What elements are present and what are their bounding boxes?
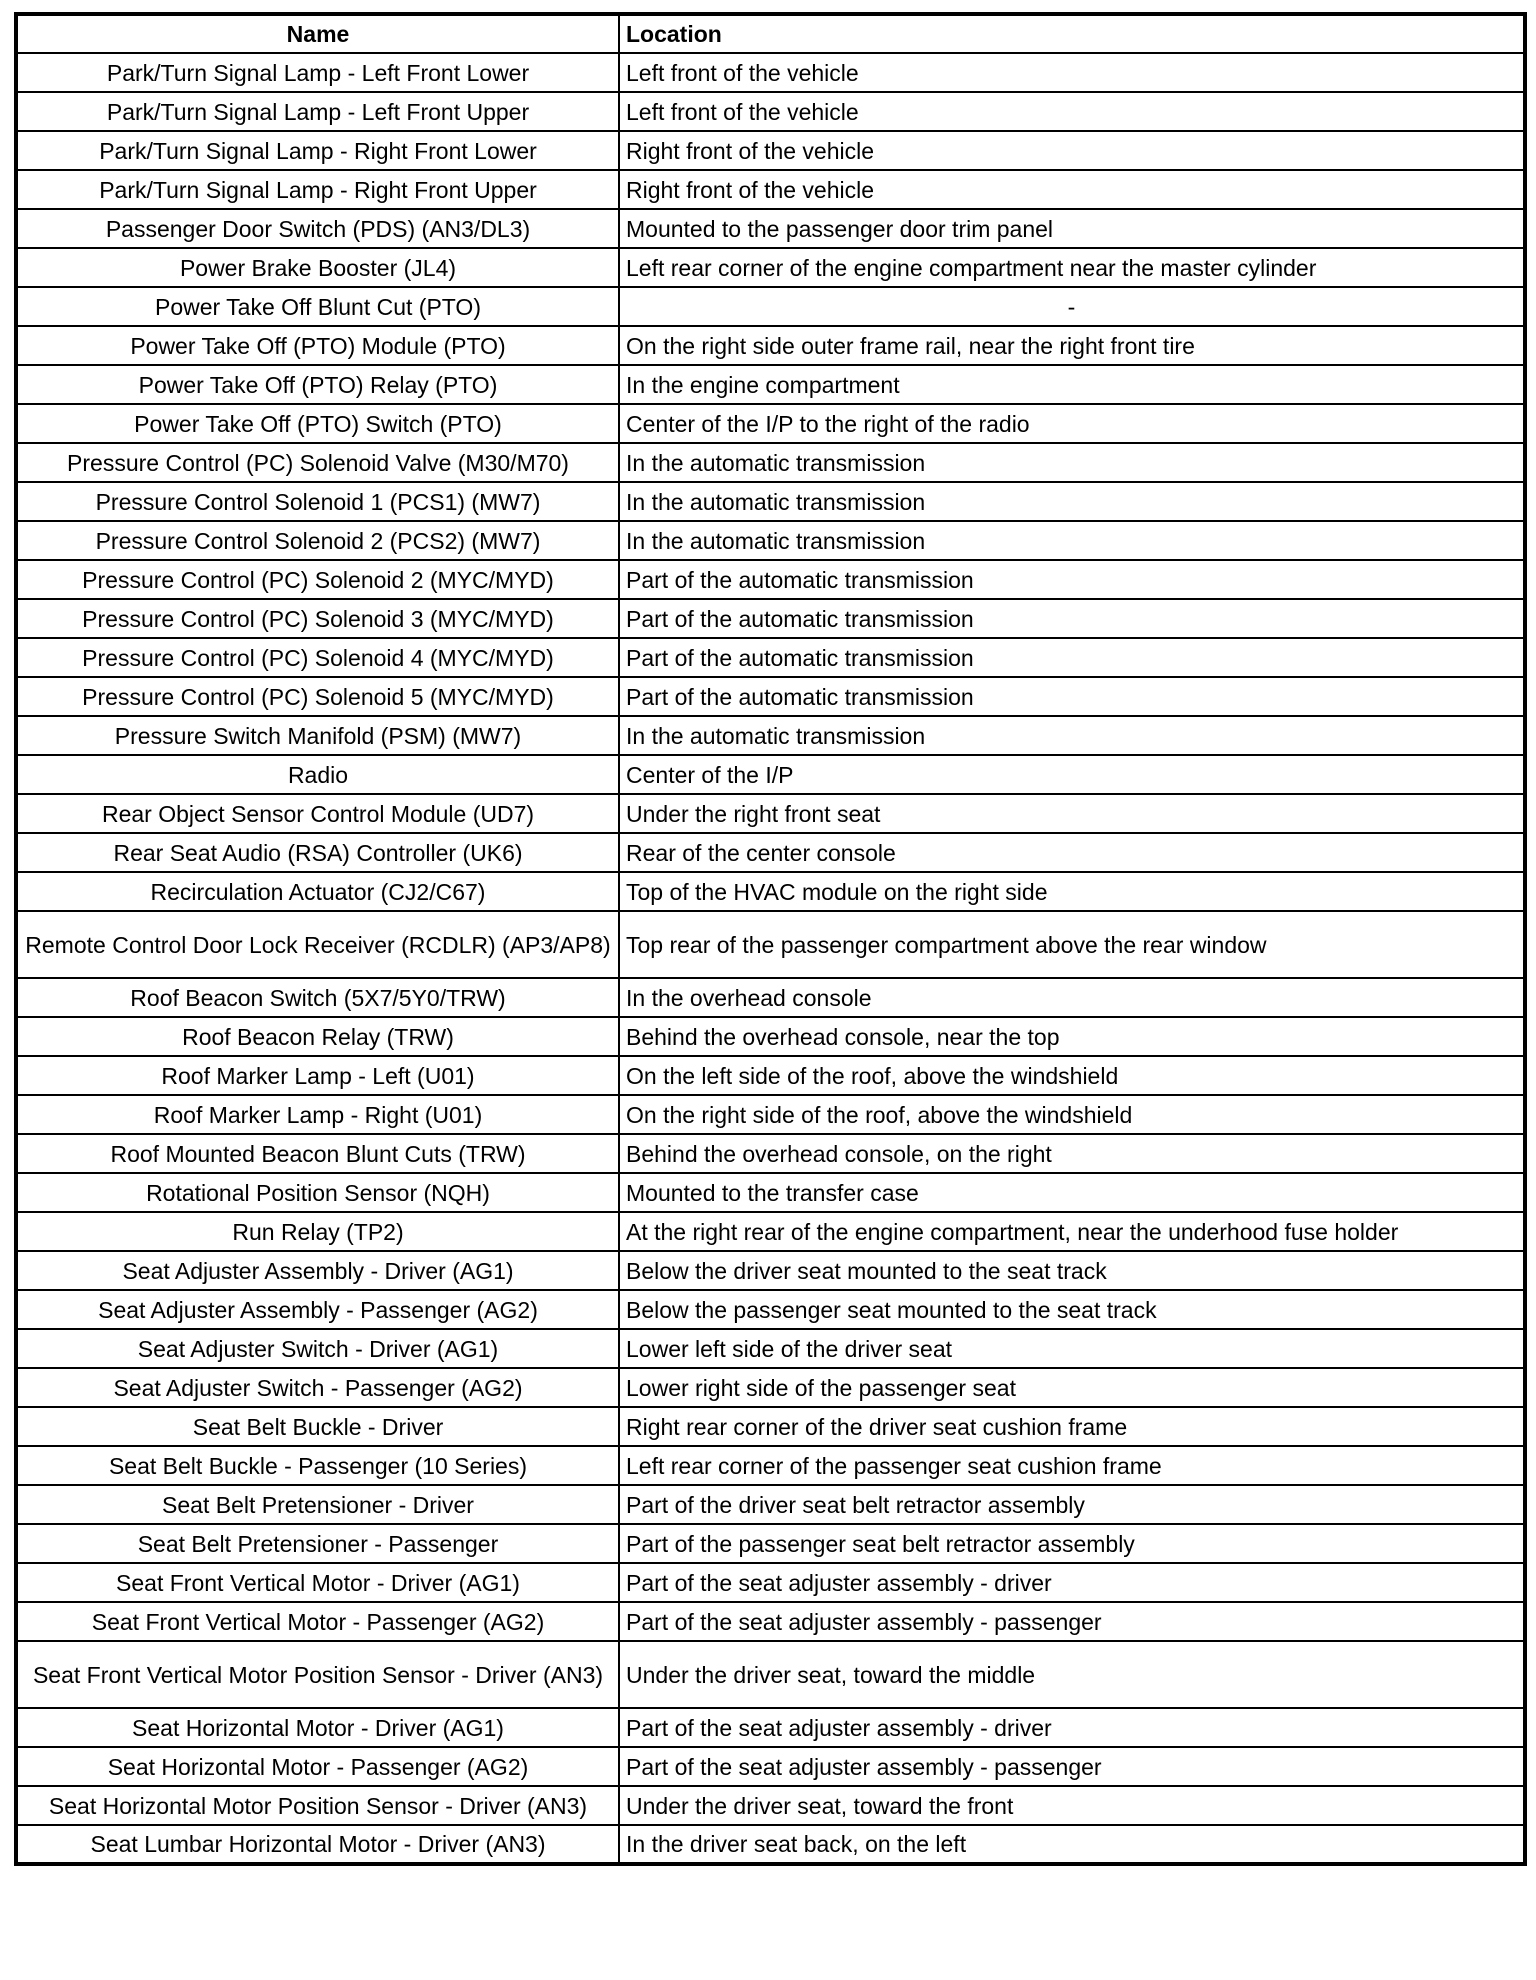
component-location-cell: Under the driver seat, toward the front bbox=[619, 1786, 1525, 1825]
table-row bbox=[16, 326, 1525, 365]
component-name-cell: Seat Belt Buckle - Passenger (10 Series) bbox=[16, 1446, 619, 1485]
component-location-cell: Part of the seat adjuster assembly - driver bbox=[619, 1563, 1525, 1602]
component-location-cell: In the driver seat back, on the left bbox=[619, 1825, 1525, 1864]
component-location-cell: - bbox=[619, 287, 1525, 326]
component-location-cell: In the automatic transmission bbox=[619, 482, 1525, 521]
component-location-cell: Behind the overhead console, on the right bbox=[619, 1134, 1525, 1173]
component-location-cell: In the automatic transmission bbox=[619, 716, 1525, 755]
component-location-cell: Part of the automatic transmission bbox=[619, 638, 1525, 677]
component-name-cell: Rear Object Sensor Control Module (UD7) bbox=[16, 794, 619, 833]
component-name-cell: Remote Control Door Lock Receiver (RCDLR) (AP3/AP8) bbox=[16, 911, 619, 978]
component-location-cell: Part of the automatic transmission bbox=[619, 560, 1525, 599]
component-location-cell: Mounted to the passenger door trim panel bbox=[619, 209, 1525, 248]
component-name-cell: Pressure Control (PC) Solenoid Valve (M30/M70) bbox=[16, 443, 619, 482]
component-location-cell: At the right rear of the engine compartment, near the underhood fuse holder bbox=[619, 1212, 1525, 1251]
component-location-cell: Part of the automatic transmission bbox=[619, 677, 1525, 716]
component-name-cell: Pressure Control (PC) Solenoid 5 (MYC/MYD) bbox=[16, 677, 619, 716]
component-name-cell: Roof Marker Lamp - Right (U01) bbox=[16, 1095, 619, 1134]
component-location-cell: In the automatic transmission bbox=[619, 521, 1525, 560]
table-row bbox=[16, 53, 1525, 92]
component-name-cell: Seat Front Vertical Motor - Driver (AG1) bbox=[16, 1563, 619, 1602]
component-location-cell: Below the driver seat mounted to the seat track bbox=[619, 1251, 1525, 1290]
component-location-cell: Top of the HVAC module on the right side bbox=[619, 872, 1525, 911]
component-name-cell: Seat Belt Pretensioner - Driver bbox=[16, 1485, 619, 1524]
component-location-cell: Rear of the center console bbox=[619, 833, 1525, 872]
component-name-cell: Seat Adjuster Switch - Passenger (AG2) bbox=[16, 1368, 619, 1407]
table-row bbox=[16, 833, 1525, 872]
component-location-cell: Part of the automatic transmission bbox=[619, 599, 1525, 638]
header-row bbox=[16, 14, 1525, 53]
table-row bbox=[16, 1134, 1525, 1173]
table-row bbox=[16, 677, 1525, 716]
component-name-cell: Park/Turn Signal Lamp - Right Front Upper bbox=[16, 170, 619, 209]
table-row bbox=[16, 443, 1525, 482]
table-row bbox=[16, 872, 1525, 911]
table-row bbox=[16, 1602, 1525, 1641]
component-name-cell: Seat Front Vertical Motor - Passenger (AG2) bbox=[16, 1602, 619, 1641]
component-name-cell: Rotational Position Sensor (NQH) bbox=[16, 1173, 619, 1212]
component-location-cell: Center of the I/P to the right of the radio bbox=[619, 404, 1525, 443]
component-location-cell: Under the right front seat bbox=[619, 794, 1525, 833]
table-row bbox=[16, 1251, 1525, 1290]
component-location-cell: Part of the passenger seat belt retractor assembly bbox=[619, 1524, 1525, 1563]
component-location-cell: Left front of the vehicle bbox=[619, 53, 1525, 92]
component-location-cell: Part of the seat adjuster assembly - passenger bbox=[619, 1602, 1525, 1641]
component-location-cell: Right front of the vehicle bbox=[619, 131, 1525, 170]
location-column-header: Location bbox=[619, 14, 1525, 53]
component-location-cell: Below the passenger seat mounted to the seat track bbox=[619, 1290, 1525, 1329]
component-name-cell: Seat Belt Buckle - Driver bbox=[16, 1407, 619, 1446]
component-location-cell: Lower left side of the driver seat bbox=[619, 1329, 1525, 1368]
component-name-cell: Pressure Control (PC) Solenoid 2 (MYC/MYD) bbox=[16, 560, 619, 599]
table-row bbox=[16, 560, 1525, 599]
table-row bbox=[16, 1524, 1525, 1563]
table-row bbox=[16, 404, 1525, 443]
component-location-cell: Mounted to the transfer case bbox=[619, 1173, 1525, 1212]
component-name-cell: Seat Horizontal Motor - Driver (AG1) bbox=[16, 1708, 619, 1747]
table-row bbox=[16, 1056, 1525, 1095]
table-row bbox=[16, 599, 1525, 638]
table-row bbox=[16, 1825, 1525, 1864]
component-location-cell: Left rear corner of the engine compartment near the master cylinder bbox=[619, 248, 1525, 287]
table-row bbox=[16, 1563, 1525, 1602]
table-row bbox=[16, 1407, 1525, 1446]
component-location-cell: Right front of the vehicle bbox=[619, 170, 1525, 209]
component-name-cell: Recirculation Actuator (CJ2/C67) bbox=[16, 872, 619, 911]
name-column-header: Name bbox=[16, 14, 619, 53]
table-row bbox=[16, 911, 1525, 978]
component-name-cell: Pressure Control (PC) Solenoid 3 (MYC/MYD) bbox=[16, 599, 619, 638]
component-location-cell: Left front of the vehicle bbox=[619, 92, 1525, 131]
component-location-cell: Right rear corner of the driver seat cushion frame bbox=[619, 1407, 1525, 1446]
component-name-cell: Power Take Off (PTO) Relay (PTO) bbox=[16, 365, 619, 404]
component-location-cell: Part of the seat adjuster assembly - driver bbox=[619, 1708, 1525, 1747]
component-location-cell: In the automatic transmission bbox=[619, 443, 1525, 482]
component-name-cell: Roof Mounted Beacon Blunt Cuts (TRW) bbox=[16, 1134, 619, 1173]
component-name-cell: Seat Horizontal Motor - Passenger (AG2) bbox=[16, 1747, 619, 1786]
component-name-cell: Rear Seat Audio (RSA) Controller (UK6) bbox=[16, 833, 619, 872]
table-row bbox=[16, 92, 1525, 131]
component-name-cell: Park/Turn Signal Lamp - Left Front Lower bbox=[16, 53, 619, 92]
table-row bbox=[16, 248, 1525, 287]
table-row bbox=[16, 1329, 1525, 1368]
component-name-cell: Seat Adjuster Switch - Driver (AG1) bbox=[16, 1329, 619, 1368]
table-row bbox=[16, 1017, 1525, 1056]
component-name-cell: Radio bbox=[16, 755, 619, 794]
component-location-cell: Under the driver seat, toward the middle bbox=[619, 1641, 1525, 1708]
component-name-cell: Pressure Control Solenoid 2 (PCS2) (MW7) bbox=[16, 521, 619, 560]
component-name-cell: Run Relay (TP2) bbox=[16, 1212, 619, 1251]
component-location-cell: On the right side of the roof, above the windshield bbox=[619, 1095, 1525, 1134]
table-row bbox=[16, 1485, 1525, 1524]
table-row bbox=[16, 794, 1525, 833]
table-row bbox=[16, 521, 1525, 560]
component-location-cell: Left rear corner of the passenger seat cushion frame bbox=[619, 1446, 1525, 1485]
component-name-cell: Power Take Off (PTO) Switch (PTO) bbox=[16, 404, 619, 443]
component-location-cell: In the overhead console bbox=[619, 978, 1525, 1017]
component-name-cell: Power Brake Booster (JL4) bbox=[16, 248, 619, 287]
component-name-cell: Power Take Off Blunt Cut (PTO) bbox=[16, 287, 619, 326]
table-row bbox=[16, 365, 1525, 404]
component-name-cell: Seat Belt Pretensioner - Passenger bbox=[16, 1524, 619, 1563]
component-location-cell: Lower right side of the passenger seat bbox=[619, 1368, 1525, 1407]
table-row bbox=[16, 978, 1525, 1017]
table-row bbox=[16, 755, 1525, 794]
component-location-cell: Part of the seat adjuster assembly - passenger bbox=[619, 1747, 1525, 1786]
table-row bbox=[16, 1212, 1525, 1251]
component-name-cell: Power Take Off (PTO) Module (PTO) bbox=[16, 326, 619, 365]
component-name-cell: Pressure Control (PC) Solenoid 4 (MYC/MYD) bbox=[16, 638, 619, 677]
table-row bbox=[16, 638, 1525, 677]
component-name-cell: Park/Turn Signal Lamp - Right Front Lower bbox=[16, 131, 619, 170]
table-row bbox=[16, 170, 1525, 209]
component-location-cell: In the engine compartment bbox=[619, 365, 1525, 404]
table-row bbox=[16, 482, 1525, 521]
component-name-cell: Seat Adjuster Assembly - Driver (AG1) bbox=[16, 1251, 619, 1290]
table-row bbox=[16, 1708, 1525, 1747]
component-name-cell: Pressure Switch Manifold (PSM) (MW7) bbox=[16, 716, 619, 755]
table-row bbox=[16, 716, 1525, 755]
table-row bbox=[16, 1173, 1525, 1212]
table-row bbox=[16, 1290, 1525, 1329]
table-row bbox=[16, 1747, 1525, 1786]
table-row bbox=[16, 287, 1525, 326]
table-row bbox=[16, 1095, 1525, 1134]
component-location-cell: Top rear of the passenger compartment above the rear window bbox=[619, 911, 1525, 978]
component-location-cell: Center of the I/P bbox=[619, 755, 1525, 794]
component-name-cell: Seat Horizontal Motor Position Sensor - Driver (AN3) bbox=[16, 1786, 619, 1825]
component-name-cell: Roof Beacon Relay (TRW) bbox=[16, 1017, 619, 1056]
table-row bbox=[16, 1368, 1525, 1407]
component-location-cell: Behind the overhead console, near the top bbox=[619, 1017, 1525, 1056]
component-name-cell: Seat Lumbar Horizontal Motor - Driver (AN3) bbox=[16, 1825, 619, 1864]
component-name-cell: Roof Beacon Switch (5X7/5Y0/TRW) bbox=[16, 978, 619, 1017]
table-row bbox=[16, 1786, 1525, 1825]
component-location-cell: On the right side outer frame rail, near the right front tire bbox=[619, 326, 1525, 365]
component-name-cell: Seat Adjuster Assembly - Passenger (AG2) bbox=[16, 1290, 619, 1329]
table-row bbox=[16, 209, 1525, 248]
component-name-cell: Park/Turn Signal Lamp - Left Front Upper bbox=[16, 92, 619, 131]
table-row bbox=[16, 1641, 1525, 1708]
table-row bbox=[16, 131, 1525, 170]
table-body bbox=[16, 53, 1525, 1864]
component-name-cell: Pressure Control Solenoid 1 (PCS1) (MW7) bbox=[16, 482, 619, 521]
component-location-cell: Part of the driver seat belt retractor assembly bbox=[619, 1485, 1525, 1524]
component-name-cell: Seat Front Vertical Motor Position Sensor - Driver (AN3) bbox=[16, 1641, 619, 1708]
component-name-cell: Roof Marker Lamp - Left (U01) bbox=[16, 1056, 619, 1095]
component-location-cell: On the left side of the roof, above the windshield bbox=[619, 1056, 1525, 1095]
component-location-table bbox=[14, 12, 1527, 1866]
table-row bbox=[16, 1446, 1525, 1485]
component-name-cell: Passenger Door Switch (PDS) (AN3/DL3) bbox=[16, 209, 619, 248]
